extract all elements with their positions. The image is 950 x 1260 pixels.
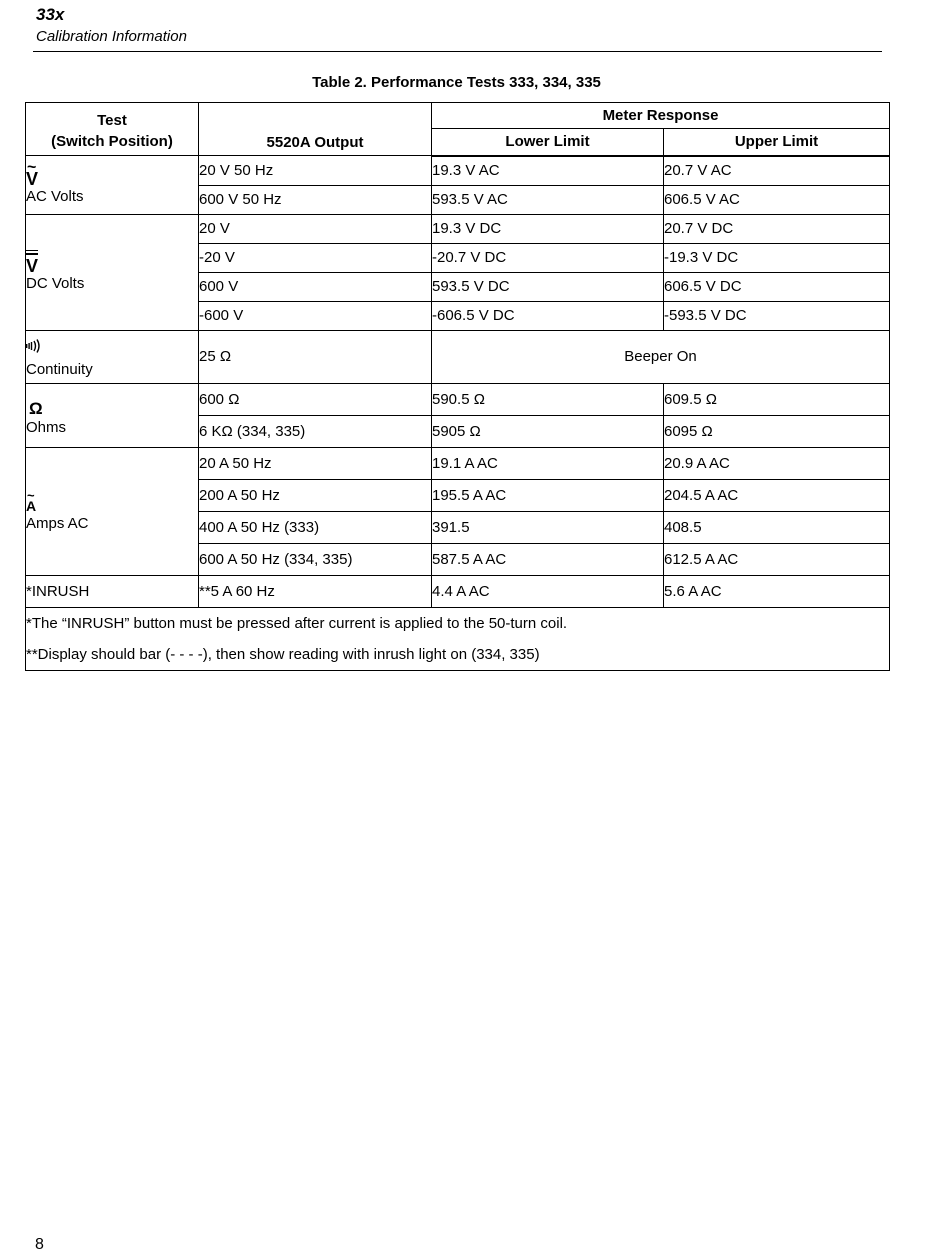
lower-limit-cell: 593.5 V AC	[432, 185, 664, 214]
upper-limit-cell: -19.3 V DC	[664, 243, 890, 272]
lower-limit-cell: -20.7 V DC	[432, 243, 664, 272]
amps-ac-icon: ~ A	[26, 496, 198, 515]
upper-limit-cell: 609.5 Ω	[664, 383, 890, 415]
lower-limit-cell: 391.5	[432, 511, 664, 543]
test-header-line1: Test	[97, 112, 127, 129]
table-header-row	[26, 103, 890, 129]
upper-limit-cell: 204.5 A AC	[664, 479, 890, 511]
output-cell: 6 KΩ (334, 335)	[199, 415, 432, 447]
lower-limit-cell: 590.5 Ω	[432, 383, 664, 415]
output-cell: **5 A 60 Hz	[199, 575, 432, 607]
meter-response-header: Meter Response	[432, 103, 890, 129]
performance-tests-table	[25, 102, 890, 671]
beeper-response-cell: Beeper On	[432, 330, 890, 383]
lower-limit-cell: 587.5 A AC	[432, 543, 664, 575]
ohms-label: Ohms	[26, 419, 67, 436]
test-column-header	[26, 103, 199, 156]
lower-limit-cell: 19.3 V DC	[432, 214, 664, 243]
ac-volts-icon: ~ V	[26, 170, 198, 188]
table-row	[26, 383, 890, 415]
continuity-icon	[26, 339, 198, 353]
dc-volts-cell	[26, 214, 199, 330]
output-cell: 600 V	[199, 272, 432, 301]
output-cell: -20 V	[199, 243, 432, 272]
lower-limit-cell: -606.5 V DC	[432, 301, 664, 330]
lower-limit-cell: 19.1 A AC	[432, 447, 664, 479]
output-cell: 600 V 50 Hz	[199, 185, 432, 214]
ohm-icon: Ω	[29, 399, 43, 418]
table-row	[26, 214, 890, 243]
continuity-label: Continuity	[26, 360, 93, 378]
upper-limit-cell: 408.5	[664, 511, 890, 543]
lower-limit-cell: 593.5 V DC	[432, 272, 664, 301]
inrush-label: *INRUSH	[26, 575, 199, 607]
output-cell: 20 V 50 Hz	[199, 156, 432, 186]
output-cell: 600 Ω	[199, 383, 432, 415]
note-inrush: *The “INRUSH” button must be pressed after current is applied to the 50-turn coil.	[26, 614, 568, 632]
upper-limit-cell: 20.7 V DC	[664, 214, 890, 243]
table-notes	[26, 607, 890, 670]
upper-limit-cell: 606.5 V DC	[664, 272, 890, 301]
header-section-title: Calibration Information	[36, 28, 187, 45]
output-column-header: 5520A Output	[199, 103, 432, 156]
ac-volts-label: AC Volts	[26, 187, 84, 205]
output-cell: 20 V	[199, 214, 432, 243]
header-divider	[33, 51, 882, 52]
dc-volts-label: DC Volts	[26, 275, 85, 292]
amps-ac-cell	[26, 447, 199, 575]
lower-limit-cell: 195.5 A AC	[432, 479, 664, 511]
upper-limit-header: Upper Limit	[664, 129, 890, 156]
table-row	[26, 447, 890, 479]
output-cell: 20 A 50 Hz	[199, 447, 432, 479]
upper-limit-cell: 612.5 A AC	[664, 543, 890, 575]
upper-limit-cell: 6095 Ω	[664, 415, 890, 447]
table-row	[26, 156, 890, 186]
ac-volts-cell	[26, 156, 199, 215]
dc-volts-icon: V	[26, 256, 39, 276]
lower-limit-cell: 4.4 A AC	[432, 575, 664, 607]
upper-limit-cell: 606.5 V AC	[664, 185, 890, 214]
table-notes-row	[26, 607, 890, 670]
test-header-line2: (Switch Position)	[51, 133, 173, 150]
table-row	[26, 575, 890, 607]
table-row	[26, 330, 890, 383]
amps-ac-label: Amps AC	[26, 514, 89, 532]
output-cell: -600 V	[199, 301, 432, 330]
table-title: Table 2. Performance Tests 333, 334, 335	[312, 74, 601, 91]
lower-limit-cell: 19.3 V AC	[432, 156, 664, 186]
page-number: 8	[35, 1236, 44, 1253]
output-cell: 25 Ω	[199, 330, 432, 383]
continuity-cell	[26, 330, 199, 383]
lower-limit-cell: 5905 Ω	[432, 415, 664, 447]
upper-limit-cell: 20.9 A AC	[664, 447, 890, 479]
lower-limit-header: Lower Limit	[432, 129, 664, 156]
ohms-cell	[26, 383, 199, 447]
upper-limit-cell: 20.7 V AC	[664, 156, 890, 186]
upper-limit-cell: 5.6 A AC	[664, 575, 890, 607]
output-cell: 400 A 50 Hz (333)	[199, 511, 432, 543]
upper-limit-cell: -593.5 V DC	[664, 301, 890, 330]
header-model: 33x	[36, 5, 65, 24]
output-cell: 200 A 50 Hz	[199, 479, 432, 511]
output-cell: 600 A 50 Hz (334, 335)	[199, 543, 432, 575]
note-display: **Display should bar (- - - -), then show reading with inrush light on (334, 335)	[26, 645, 540, 663]
